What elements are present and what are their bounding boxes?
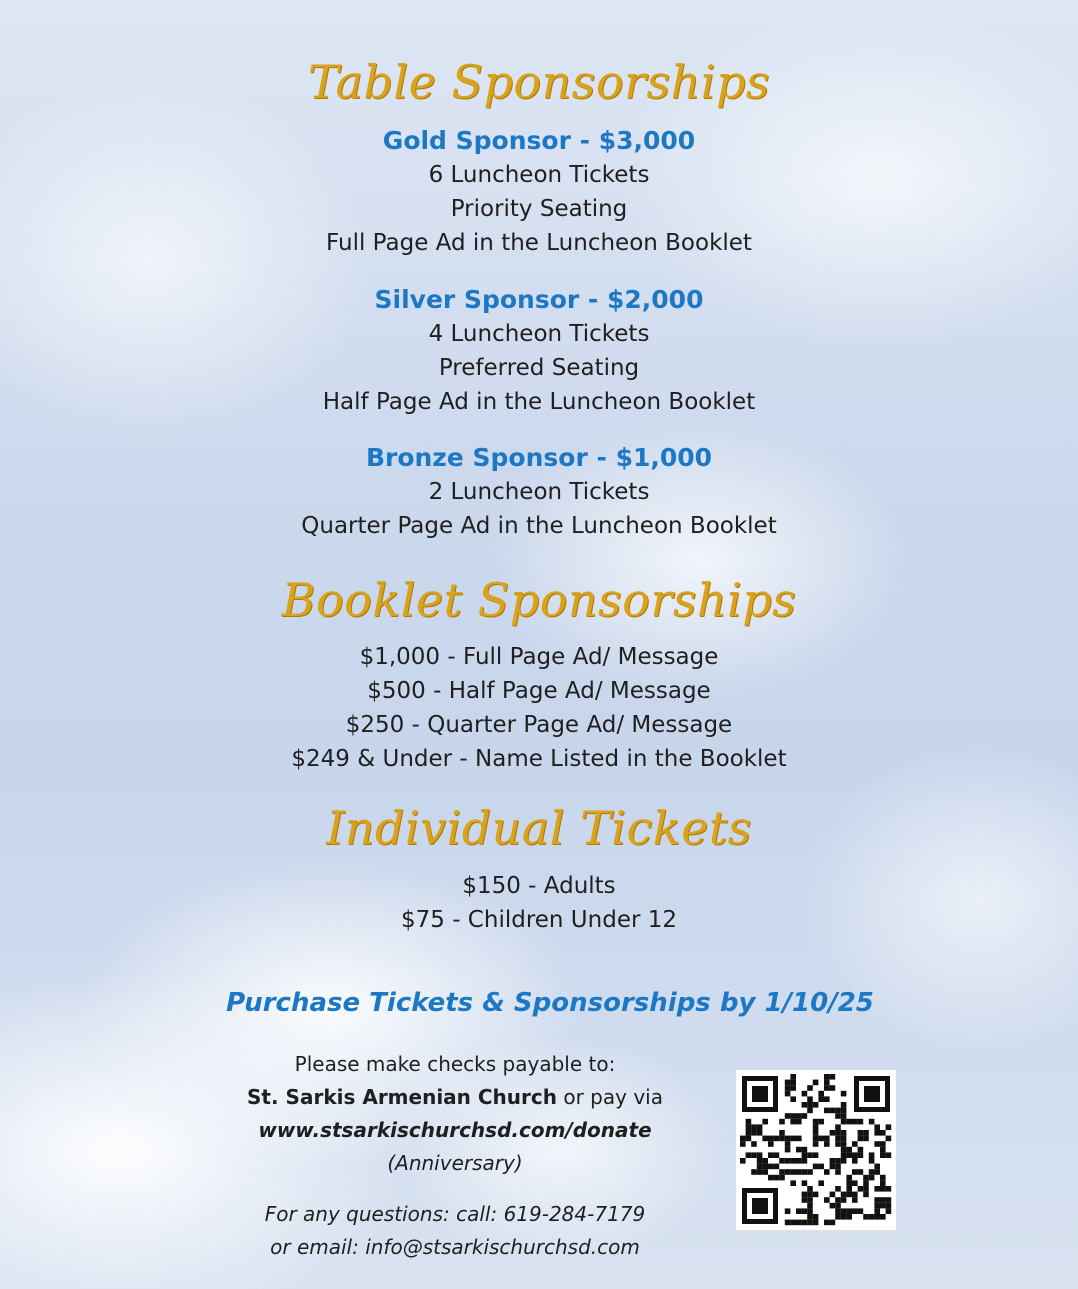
church-line (240, 1081, 670, 1114)
purchase-deadline: Purchase Tickets & Sponsorships by 1/10/25 (226, 988, 874, 1018)
church-name: St. Sarkis Armenian Church (247, 1085, 557, 1109)
qr-code-graphic (736, 1070, 896, 1230)
bronze-tier-name: Bronze Sponsor - $1,000 (365, 443, 713, 472)
questions-phone: For any questions: call: 619-284-7179 (264, 1202, 646, 1226)
questions-info (240, 1198, 670, 1264)
bronze-item-1: 2 Luncheon Tickets (428, 479, 650, 505)
gold-item-2: Priority Seating (450, 196, 628, 222)
table-sponsorships-title: Table Sponsorships (307, 55, 771, 109)
bronze-tier (0, 441, 1078, 543)
booklet-item-1: $1,000 - Full Page Ad/ Message (359, 644, 719, 670)
payment-info (240, 1048, 670, 1180)
silver-tier-name: Silver Sponsor - $2,000 (374, 285, 704, 314)
or-pay-via: or pay via (557, 1085, 663, 1109)
booklet-item-3: $250 - Quarter Page Ad/ Message (345, 712, 733, 738)
gold-tier (0, 124, 1078, 260)
booklet-list (0, 640, 1078, 776)
bronze-item-2: Quarter Page Ad in the Luncheon Booklet (301, 513, 777, 539)
qr-code-icon[interactable] (736, 1070, 896, 1230)
booklet-item-4: $249 & Under - Name Listed in the Booklet (291, 746, 787, 772)
booklet-item-2: $500 - Half Page Ad/ Message (367, 678, 711, 704)
silver-item-2: Preferred Seating (438, 355, 640, 381)
gold-tier-name: Gold Sponsor - $3,000 (382, 126, 696, 155)
ticket-list (0, 869, 1078, 937)
silver-item-3: Half Page Ad in the Luncheon Booklet (322, 389, 756, 415)
ticket-item-1: $150 - Adults (462, 873, 616, 899)
silver-tier (0, 283, 1078, 419)
questions-email[interactable]: or email: info@stsarkischurchsd.com (270, 1235, 640, 1259)
gold-item-1: 6 Luncheon Tickets (428, 162, 650, 188)
ticket-item-2: $75 - Children Under 12 (400, 907, 678, 933)
gold-item-3: Full Page Ad in the Luncheon Booklet (326, 230, 752, 256)
individual-tickets-title: Individual Tickets (326, 801, 752, 855)
silver-item-1: 4 Luncheon Tickets (428, 321, 650, 347)
donate-url[interactable]: www.stsarkischurchsd.com/donate (258, 1118, 652, 1142)
checks-payable-line: Please make checks payable to: (294, 1052, 616, 1076)
anniversary-note: (Anniversary) (387, 1151, 523, 1175)
booklet-sponsorships-title: Booklet Sponsorships (281, 573, 797, 627)
